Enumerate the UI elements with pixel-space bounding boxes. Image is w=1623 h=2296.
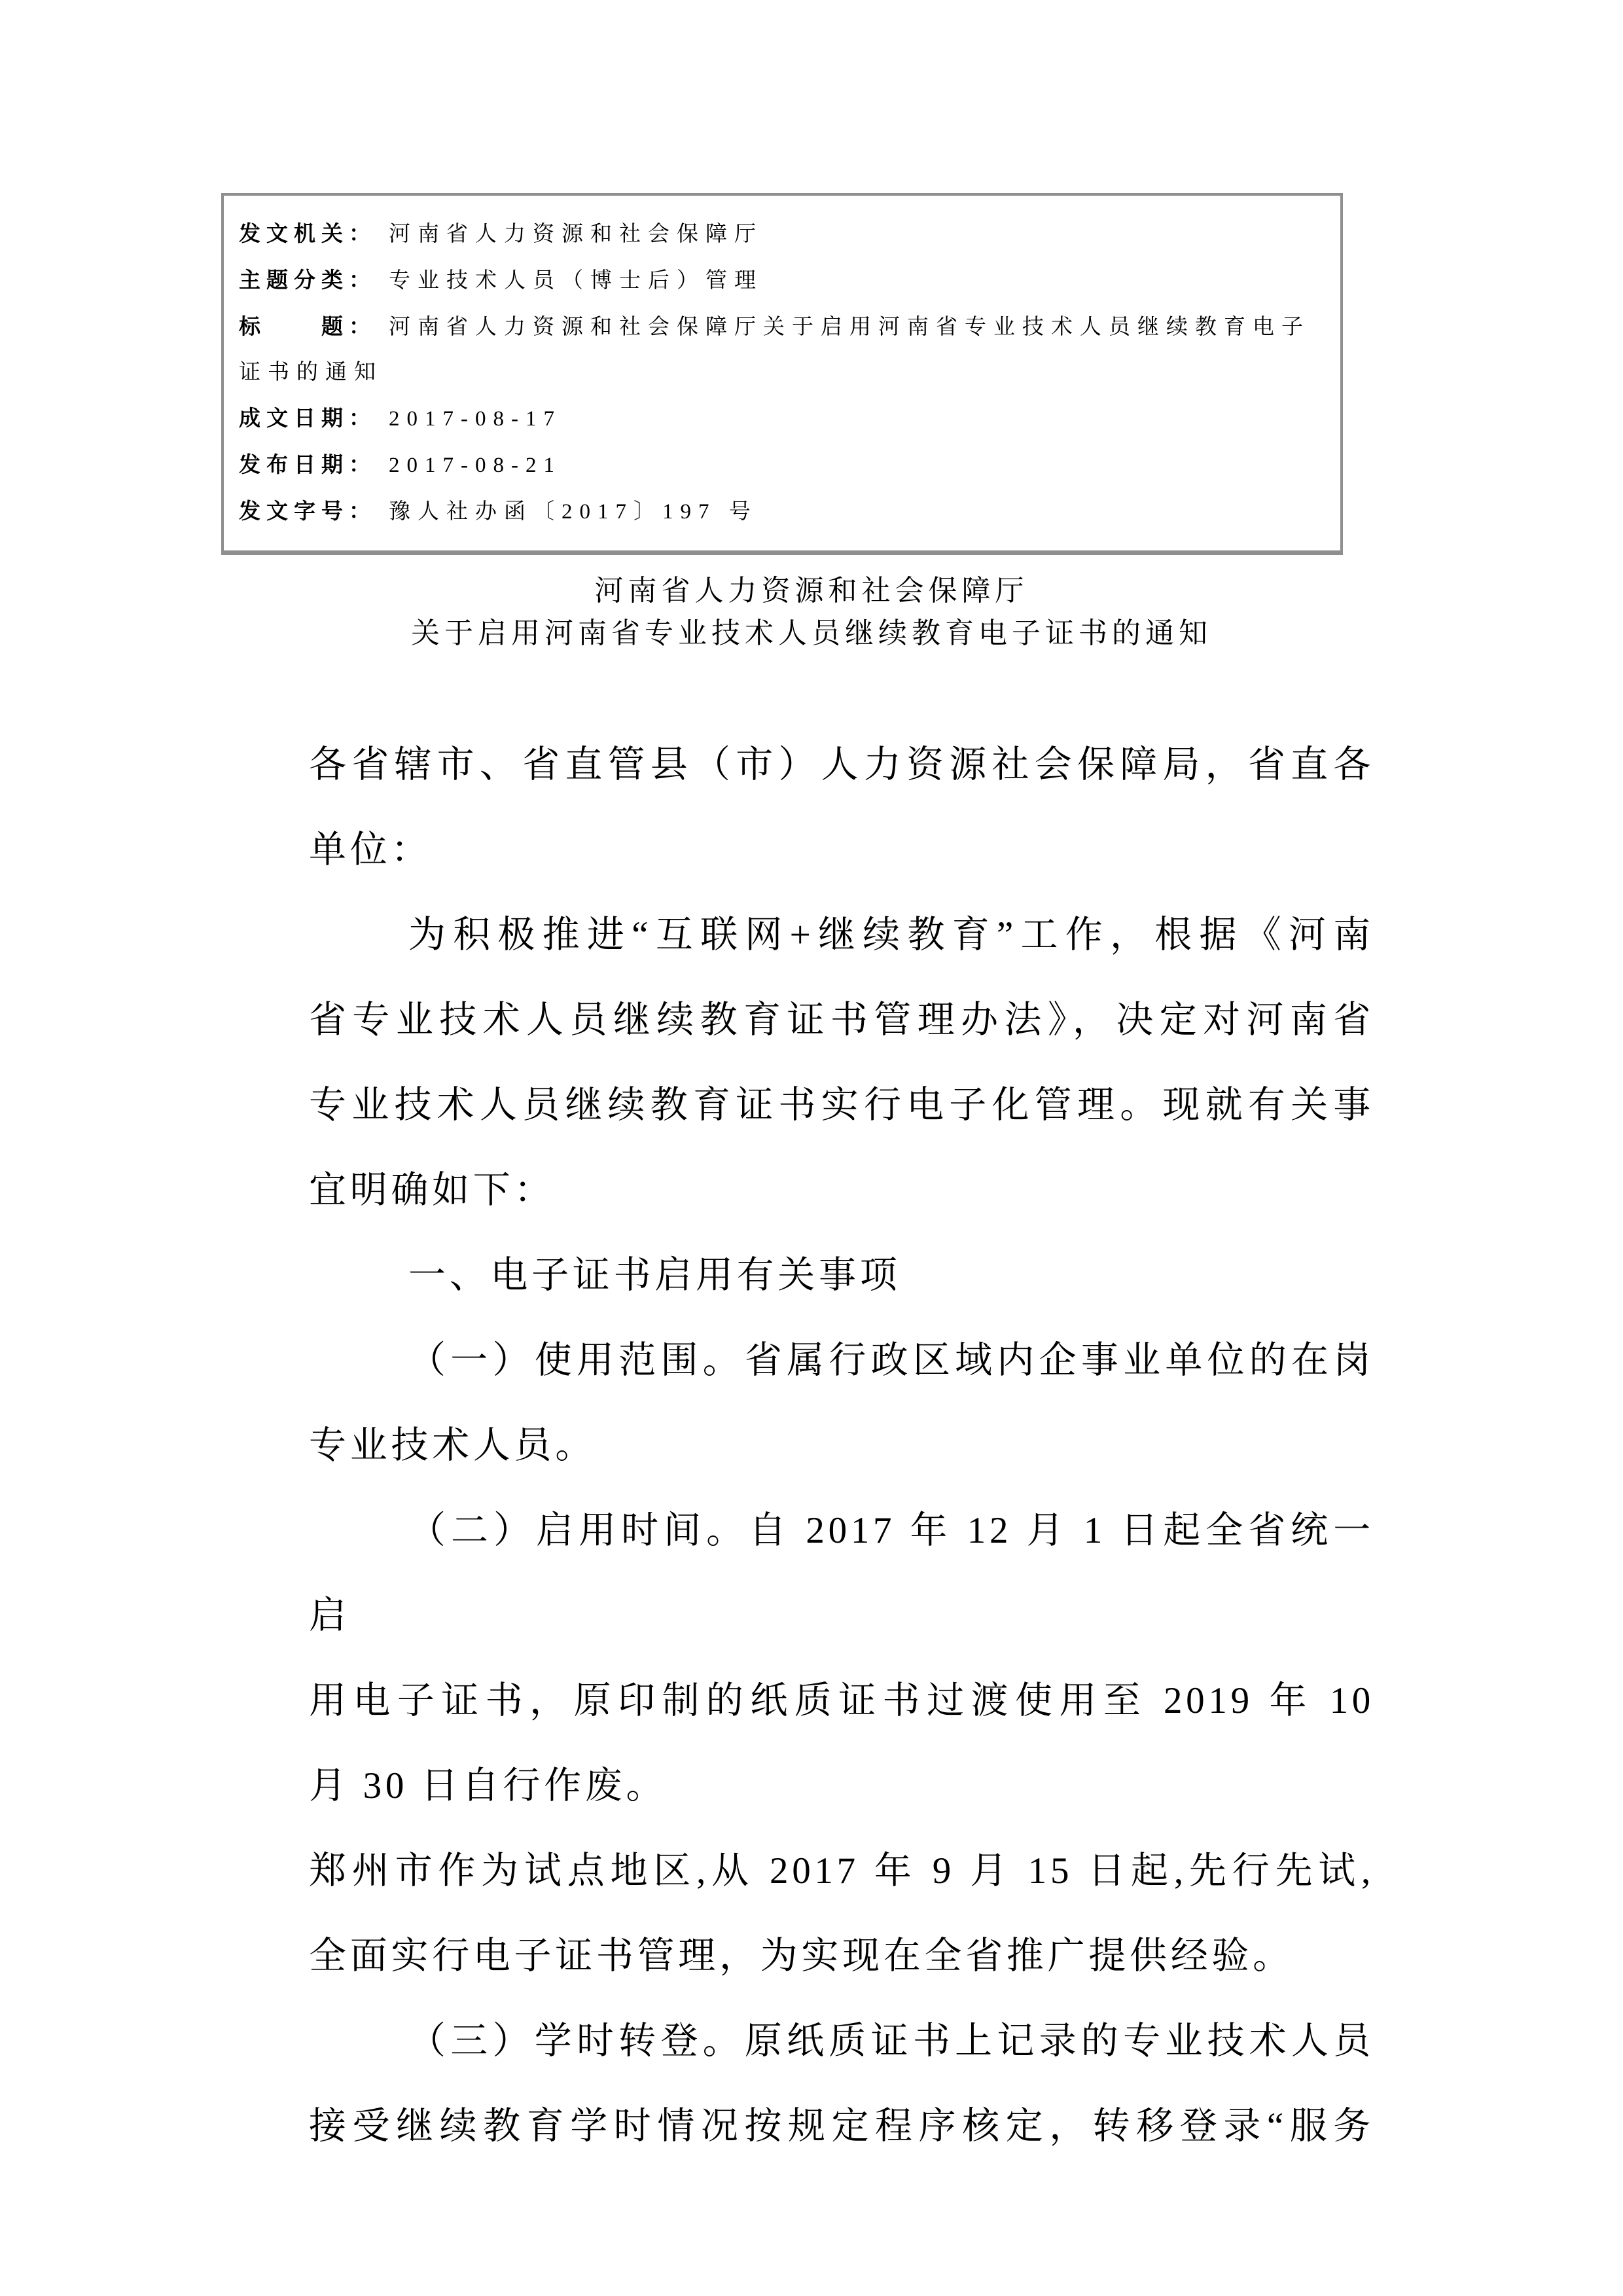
meta-label: 成文日期 [239,406,349,430]
body-line: 宜明确如下： [309,1170,556,1211]
meta-value: 豫人社办函〔2017〕197 号 [389,500,758,524]
meta-row-title [239,304,1324,395]
meta-colon: ： [349,452,370,476]
metadata-table [221,193,1343,555]
body-line: 用电子证书，原印制的纸质证书过渡使用至 2019 年 10 [309,1680,1374,1721]
meta-row-issuing-agency [239,211,1324,257]
meta-value: 河南省人力资源和社会保障厅关于启用河南省专业技术人员继续教育电子证书的通知 [239,315,1310,384]
body-line: （一）使用范围。省属行政区域内企事业单位的在岗 [408,1340,1374,1381]
body-line: （三）学时转登。原纸质证书上记录的专业技术人员 [408,2020,1374,2062]
body-line: 月 30 日自行作废。 [309,1765,668,1806]
document-title-line-2: 关于启用河南省专业技术人员继续教育电子证书的通知 [411,617,1212,649]
meta-row-document-number [239,488,1324,535]
meta-label: 发布日期 [239,452,349,476]
meta-colon: ： [349,221,370,245]
document-title-block [0,569,1623,655]
meta-label: 发文机关 [239,221,349,245]
meta-row-subject-category [239,257,1324,304]
meta-label: 主题分类 [239,268,349,292]
body-line: 省专业技术人员继续教育证书管理办法》，决定对河南省 [309,999,1374,1041]
meta-label: 发文字号 [239,499,349,523]
body-line: 郑州市作为试点地区,从 2017 年 9 月 15 日起,先行先试, [309,1850,1374,1892]
meta-value: 2017-08-21 [389,454,562,477]
body-line: 为积极推进“互联网+继续教育”工作，根据《河南 [408,914,1374,956]
body-line: 各省辖市、省直管县（市）人力资源社会保障局，省直各 [309,744,1374,785]
meta-colon: ： [349,268,370,292]
document-body [309,723,1374,2169]
meta-row-publish-date [239,442,1324,488]
meta-colon: ： [349,406,370,430]
body-line-section-heading: 一、电子证书启用有关事项 [408,1255,901,1296]
document-title-line-1: 河南省人力资源和社会保障厅 [594,575,1029,607]
body-line: 专业技术人员继续教育证书实行电子化管理。现就有关事 [309,1085,1374,1126]
body-line: （二）启用时间。自 2017 年 12 月 1 日起全省统一启 [309,1510,1374,1636]
meta-value: 河南省人力资源和社会保障厅 [389,223,763,246]
body-line: 全面实行电子证书管理，为实现在全省推广提供经验。 [309,1935,1294,1977]
body-line: 接受继续教育学时情况按规定程序核定，转移登录“服务 [309,2106,1374,2147]
meta-value: 专业技术人员（博士后）管理 [389,269,763,293]
meta-label: 标 题 [239,314,349,338]
meta-colon: ： [349,314,370,338]
meta-row-written-date [239,395,1324,442]
body-line: 单位： [309,829,433,870]
body-line: 专业技术人员。 [309,1425,596,1466]
meta-value: 2017-08-17 [389,407,562,431]
meta-colon: ： [349,499,370,523]
